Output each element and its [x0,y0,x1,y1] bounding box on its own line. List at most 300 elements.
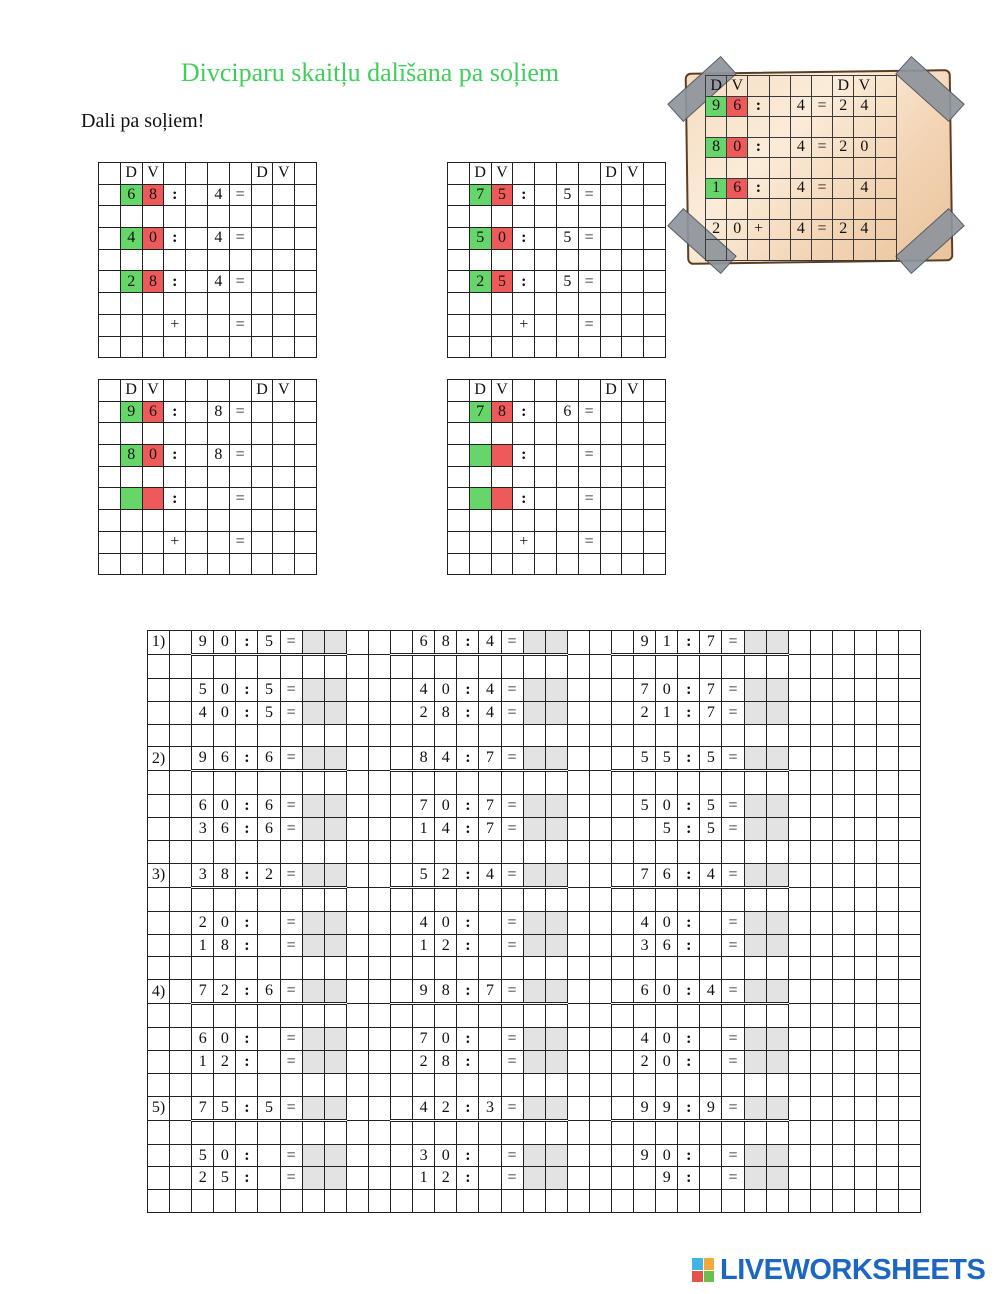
grid-cell [207,380,229,402]
grid-cell [513,553,535,575]
grid-cell [295,423,317,445]
answer-cell[interactable] [545,1167,567,1190]
answer-cell[interactable] [302,1051,324,1074]
answer-cell[interactable] [324,911,346,934]
practice-cell [877,771,899,795]
grid-cell: : [513,445,535,467]
example-cell: 2 [833,137,854,158]
practice-cell [810,1073,832,1096]
answer-cell[interactable] [324,701,346,724]
answer-cell[interactable] [523,911,545,934]
practice-cell [391,934,413,957]
practice-cell: 5 [634,747,656,771]
practice-cell [545,1004,567,1028]
grid-cell [469,314,491,336]
grid-cell [99,184,121,206]
answer-cell[interactable] [302,818,324,841]
practice-cell [722,1190,744,1213]
grid-cell [469,488,491,510]
practice-cell: 5 [700,747,722,771]
grid-cell [556,249,578,271]
practice-cell: : [236,863,258,887]
grid-cell [186,531,208,553]
practice-cell [148,701,170,724]
practice-cell [192,957,214,980]
practice-cell: 3 [634,934,656,957]
practice-cell [788,771,810,795]
practice-cell [170,841,192,864]
practice-cell: 6 [214,747,236,771]
practice-cell: 5 [634,795,656,818]
answer-cell[interactable] [324,980,346,1004]
grid-cell [142,553,164,575]
practice-cell [170,795,192,818]
grid-cell [251,423,273,445]
practice-cell [148,818,170,841]
grid-cell [578,466,600,488]
answer-cell[interactable] [324,631,346,655]
answer-cell[interactable] [766,1144,788,1167]
example-cell [875,240,896,261]
answer-cell[interactable] [302,1167,324,1190]
practice-cell: 0 [214,701,236,724]
answer-cell[interactable] [302,1096,324,1120]
example-cell: = [811,137,832,158]
answer-cell[interactable] [766,980,788,1004]
practice-cell [788,678,810,701]
practice-cell [722,1073,744,1096]
practice-cell [479,1051,501,1074]
practice-cell [479,1167,501,1190]
example-cell: + [748,219,769,240]
practice-cell [722,771,744,795]
practice-cell: 8 [214,934,236,957]
answer-cell[interactable] [324,818,346,841]
practice-cell [832,701,854,724]
answer-cell[interactable] [523,1144,545,1167]
practice-cell [346,724,368,747]
grid-cell [513,380,535,402]
answer-cell[interactable] [766,678,788,701]
answer-cell[interactable] [744,1028,766,1051]
example-cell: : [748,96,769,117]
answer-cell[interactable] [545,747,567,771]
answer-cell[interactable] [744,1051,766,1074]
grid-cell [644,206,666,228]
example-cell [769,158,790,179]
answer-cell[interactable] [744,1167,766,1190]
practice-cell [435,1004,457,1028]
grid-cell: D [120,163,142,185]
practice-cell [258,957,280,980]
practice-cell [899,911,921,934]
grid-cell: : [513,271,535,293]
answer-cell[interactable] [302,678,324,701]
grid-cell: 5 [556,228,578,250]
grid-cell: V [142,380,164,402]
practice-cell [567,1167,589,1190]
answer-cell[interactable] [523,1167,545,1190]
grid-cell [513,206,535,228]
answer-cell[interactable] [324,863,346,887]
answer-cell[interactable] [545,1096,567,1120]
answer-cell[interactable] [545,678,567,701]
practice-cell: 0 [656,1051,678,1074]
grid-cell [556,510,578,532]
grid-cell [273,466,295,488]
grid-cell [535,184,557,206]
grid-cell [448,466,470,488]
practice-cell: = [501,701,523,724]
answer-cell[interactable] [324,1096,346,1120]
practice-cell [877,841,899,864]
practice-cell [170,934,192,957]
answer-cell[interactable] [523,863,545,887]
practice-cell: = [280,1096,302,1120]
grid-cell [622,401,644,423]
practice-cell [302,1004,324,1028]
practice-cell [656,654,678,678]
answer-cell[interactable] [302,911,324,934]
practice-cell: 5 [656,747,678,771]
practice-cell [788,1120,810,1144]
practice-cell: = [501,747,523,771]
answer-cell[interactable] [766,818,788,841]
grid-cell [513,423,535,445]
grid-cell [622,423,644,445]
practice-cell: 2 [435,1167,457,1190]
practice-cell [368,795,390,818]
answer-cell[interactable] [744,1096,766,1120]
practice-cell [302,724,324,747]
grid-cell [142,336,164,358]
answer-cell[interactable] [545,1051,567,1074]
answer-cell[interactable] [302,863,324,887]
answer-cell[interactable] [766,1028,788,1051]
grid-cell [186,293,208,315]
answer-cell[interactable] [744,701,766,724]
grid-cell: D [120,380,142,402]
answer-cell[interactable] [545,1144,567,1167]
grid-cell [448,228,470,250]
practice-cell [611,1120,633,1144]
practice-cell [479,1120,501,1144]
grid-cell: + [513,531,535,553]
practice-cell [855,841,877,864]
practice-cell: = [280,631,302,655]
grid-cell [578,293,600,315]
practice-cell [832,1028,854,1051]
answer-cell[interactable] [744,678,766,701]
answer-cell[interactable] [766,863,788,887]
grid-cell [273,510,295,532]
practice-cell [722,957,744,980]
practice-cell: = [722,631,744,655]
answer-cell[interactable] [324,1051,346,1074]
practice-cell [722,1004,744,1028]
practice-cell [545,654,567,678]
logo-square-3 [692,1271,703,1283]
practice-cell [214,771,236,795]
practice-cell: = [722,863,744,887]
answer-cell[interactable] [523,980,545,1004]
practice-cell [413,771,435,795]
answer-cell[interactable] [766,1051,788,1074]
answer-cell[interactable] [545,863,567,887]
practice-cell [589,841,611,864]
grid-cell [251,466,273,488]
answer-cell[interactable] [545,795,567,818]
grid-cell: = [578,271,600,293]
practice-cell [346,1190,368,1213]
practice-cell [722,841,744,864]
grid-cell: : [164,228,186,250]
practice-cell: 7 [479,818,501,841]
practice-cell [722,1120,744,1144]
practice-cell [192,771,214,795]
answer-cell[interactable] [744,1144,766,1167]
practice-cell: 8 [435,1051,457,1074]
practice-cell: : [678,795,700,818]
answer-cell[interactable] [545,934,567,957]
grid-cell: V [142,163,164,185]
practice-cell [589,771,611,795]
answer-cell[interactable] [766,747,788,771]
grid-cell [99,163,121,185]
grid-cell [186,380,208,402]
practice-cell [611,1051,633,1074]
answer-cell[interactable] [523,795,545,818]
answer-cell[interactable] [302,980,324,1004]
answer-cell[interactable] [302,934,324,957]
answer-cell[interactable] [766,1096,788,1120]
grid-cell [578,249,600,271]
answer-cell[interactable] [302,701,324,724]
practice-cell: 6 [192,1028,214,1051]
grid-cell: 0 [491,228,513,250]
example-cell: 2 [833,96,854,117]
practice-cell [611,1167,633,1190]
grid-cell [491,531,513,553]
answer-cell[interactable] [324,795,346,818]
grid-cell [600,206,622,228]
practice-cell [545,1120,567,1144]
practice-cell [744,1120,766,1144]
grid-cell [229,510,251,532]
answer-cell[interactable] [545,701,567,724]
answer-cell[interactable] [523,678,545,701]
practice-cell [258,724,280,747]
answer-cell[interactable] [545,818,567,841]
practice-cell [788,654,810,678]
practice-cell [877,795,899,818]
answer-cell[interactable] [523,747,545,771]
practice-cell [346,747,368,771]
grid-cell [251,293,273,315]
practice-cell: 0 [214,631,236,655]
answer-cell[interactable] [302,631,324,655]
practice-cell: = [722,911,744,934]
practice-cell: 3 [192,863,214,887]
answer-cell[interactable] [302,747,324,771]
exercise-grid-2 [447,162,666,358]
answer-cell[interactable] [545,1028,567,1051]
grid-cell: = [229,445,251,467]
practice-cell [611,1073,633,1096]
answer-cell[interactable] [324,1144,346,1167]
answer-cell[interactable] [523,1096,545,1120]
group-label: 3) [148,863,170,887]
practice-cell: : [457,701,479,724]
practice-cell [391,701,413,724]
practice-cell [479,1190,501,1213]
grid-cell [142,423,164,445]
grid-cell [600,293,622,315]
answer-cell[interactable] [744,980,766,1004]
grid-cell [186,488,208,510]
practice-cell [832,678,854,701]
practice-cell [589,747,611,771]
answer-cell[interactable] [766,1167,788,1190]
answer-cell[interactable] [744,818,766,841]
answer-cell[interactable] [523,934,545,957]
example-grid [705,75,897,261]
answer-cell[interactable] [545,980,567,1004]
grid-cell [469,336,491,358]
answer-cell[interactable] [523,1051,545,1074]
example-card [672,55,962,273]
answer-cell[interactable] [545,911,567,934]
example-cell: 6 [727,96,748,117]
answer-cell[interactable] [545,631,567,655]
grid-cell [622,184,644,206]
grid-cell [186,249,208,271]
practice-cell: 7 [413,795,435,818]
practice-cell [700,887,722,911]
answer-cell[interactable] [744,934,766,957]
practice-cell: = [501,1144,523,1167]
practice-cell [810,934,832,957]
grid-cell [207,423,229,445]
practice-cell [368,654,390,678]
grid-cell [273,423,295,445]
answer-cell[interactable] [766,795,788,818]
practice-cell [589,1096,611,1120]
practice-cell [148,957,170,980]
practice-cell [722,887,744,911]
answer-cell[interactable] [302,1144,324,1167]
example-cell [875,96,896,117]
practice-cell: = [501,1096,523,1120]
practice-cell [391,863,413,887]
answer-cell[interactable] [324,678,346,701]
grid-cell: 4 [207,271,229,293]
practice-cell [589,957,611,980]
grid-cell [120,510,142,532]
practice-cell [611,911,633,934]
answer-cell[interactable] [324,1028,346,1051]
practice-cell [810,818,832,841]
practice-cell: = [501,934,523,957]
practice-cell [855,863,877,887]
answer-cell[interactable] [744,631,766,655]
grid-cell [448,293,470,315]
grid-cell [600,184,622,206]
practice-cell [148,1073,170,1096]
practice-cell [877,1167,899,1190]
practice-cell [810,1190,832,1213]
grid-cell: 0 [142,445,164,467]
example-cell [833,199,854,220]
practice-cell [148,911,170,934]
grid-cell [229,466,251,488]
practice-cell [214,1190,236,1213]
example-cell [727,240,748,261]
grid-cell [273,228,295,250]
grid-cell [295,466,317,488]
practice-cell [346,818,368,841]
grid-cell [120,249,142,271]
practice-cell [324,724,346,747]
practice-cell [899,631,921,655]
practice-cell [634,841,656,864]
practice-cell [192,1190,214,1213]
answer-cell[interactable] [744,863,766,887]
practice-cell: = [280,934,302,957]
practice-cell [700,1120,722,1144]
answer-cell[interactable] [766,911,788,934]
answer-cell[interactable] [744,747,766,771]
answer-cell[interactable] [302,795,324,818]
practice-cell [877,1073,899,1096]
answer-cell[interactable] [766,701,788,724]
practice-cell [766,724,788,747]
grid-cell: V [273,380,295,402]
practice-cell [258,1167,280,1190]
practice-cell [413,724,435,747]
practice-cell: = [722,1051,744,1074]
example-cell: 2 [833,219,854,240]
grid-cell [229,423,251,445]
practice-cell [346,887,368,911]
practice-cell [479,957,501,980]
grid-cell [229,553,251,575]
answer-cell[interactable] [766,631,788,655]
practice-cell [656,1073,678,1096]
answer-cell[interactable] [523,818,545,841]
answer-cell[interactable] [324,934,346,957]
grid-cell [186,314,208,336]
example-cell [833,178,854,199]
practice-cell [877,911,899,934]
answer-cell[interactable] [302,1028,324,1051]
answer-cell[interactable] [744,911,766,934]
answer-cell[interactable] [523,631,545,655]
grid-cell [251,184,273,206]
practice-cell: 0 [656,980,678,1004]
grid-cell [295,531,317,553]
example-cell [748,76,769,97]
answer-cell[interactable] [324,1167,346,1190]
answer-cell[interactable] [523,1028,545,1051]
answer-cell[interactable] [324,747,346,771]
practice-cell [899,724,921,747]
answer-cell[interactable] [766,934,788,957]
answer-cell[interactable] [744,795,766,818]
answer-cell[interactable] [523,701,545,724]
practice-cell [678,771,700,795]
practice-cell [545,957,567,980]
